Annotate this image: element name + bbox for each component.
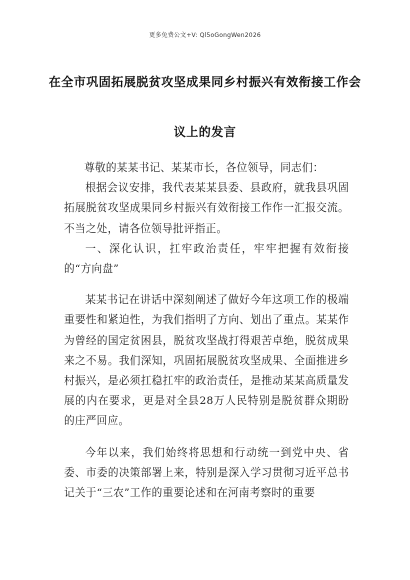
salutation: 尊敬的某某书记、某某市长，各位领导，同志们：: [84, 162, 324, 174]
document-title-line-2: 议上的发言: [173, 125, 237, 139]
paragraph-body-2: 今年以来，我们始终将思想和行动统一到党中央、省委、市委的决策部署上来，特别是深入学习贯彻习近平总书记关于“三农”工作的重要论述和在河南考察时的重要: [64, 446, 349, 500]
document-body: [64, 158, 349, 503]
document-title-line-1: 在全市巩固拓展脱贫攻坚成果同乡村振兴有效衔接工作会: [48, 75, 362, 89]
paragraph-intro: 根据会议安排，我代表某某县委、县政府，就我县巩固拓展脱贫攻坚成果同乡村振兴有效衔接工作作一汇报交流。不当之处，请各位领导批评指正。: [64, 182, 349, 235]
section-heading-1: 一、深化认识，扛牢政治责任，牢牢把握有效衔接的“方向盘”: [64, 242, 349, 276]
paragraph-gap: [64, 432, 349, 443]
paragraph-body-1: 某某书记在讲话中深刻阐述了做好今年这项工作的极端重要性和紧迫性，为我们指明了方向、划出了重点。某某作为曾经的国定贫困县，脱贫攻坚战打得艰苦卓绝，脱贫成果来之不易。我们深知，巩固拓展脱贫攻坚成果、全面推进乡村振兴，是必须扛稳扛牢的政治责任，是推动某某高质量发展的内在要求，更是对全县28万人民特别是脱贫群众期盼的庄严回应。: [64, 294, 349, 428]
header-note: 更多免费公文+V: Ql5oGongWen2026: [149, 32, 261, 39]
paragraph-gap: [64, 279, 349, 290]
